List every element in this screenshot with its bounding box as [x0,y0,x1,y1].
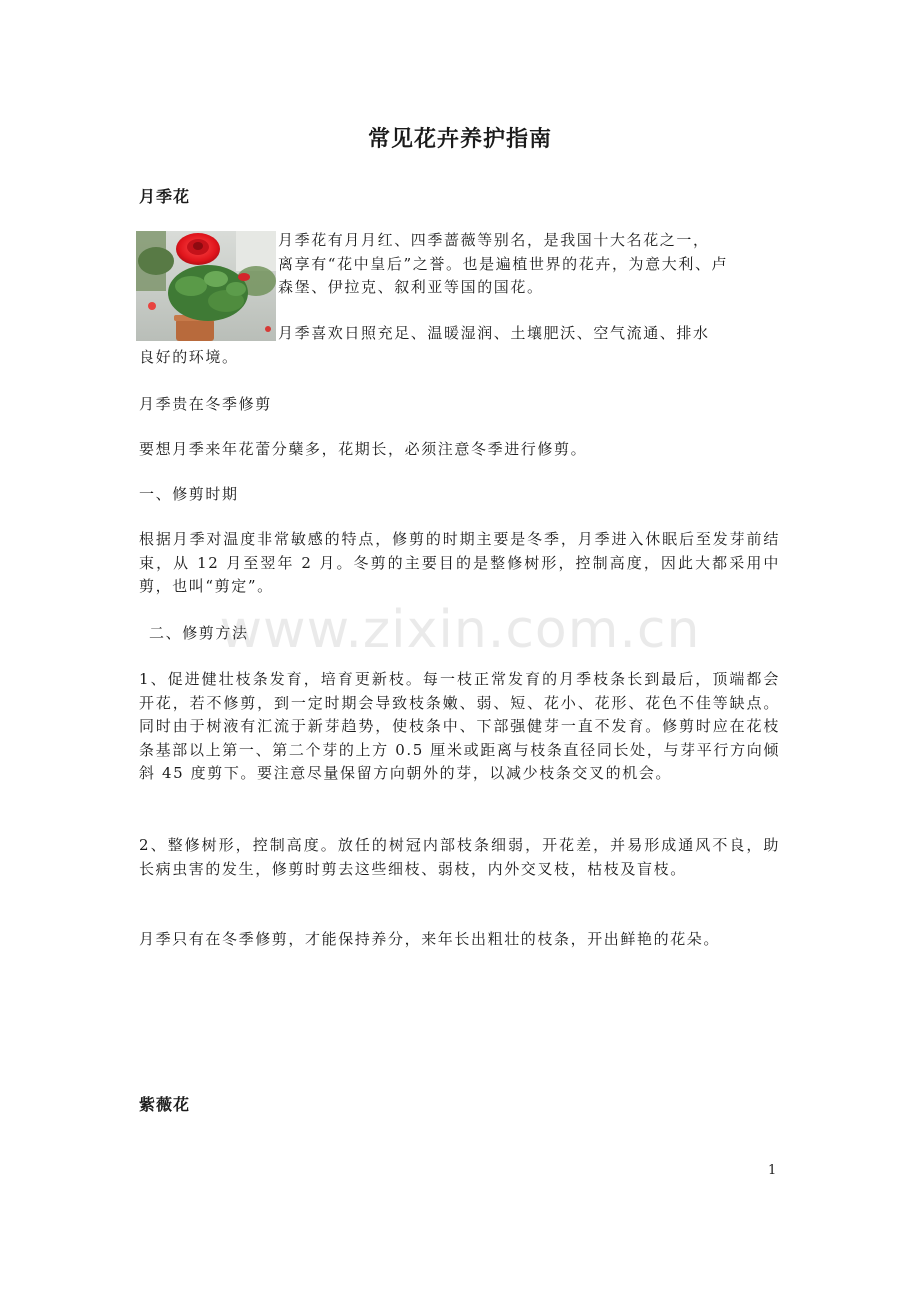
section-heading-rose: 月季花 [139,187,191,206]
method-item-1: 1、促进健壮枝条发育，培育更新枝。每一枝正常发育的月季枝条长到最后，顶端都会开花，若不修剪，到一定时期会导致枝条嫩、弱、短、花小、花形、花色不佳等缺点。同时由于树液有汇流于新芽趋势，使枝条中、下部强健芽一直不发育。修剪时应在花枝条基部以上第一、第二个芽的上方 0.5 厘米或距离与枝条直径同长处，与芽平行方向倾斜 45 度剪下。要注意尽量保留方向朝外的芽，以减少枝条交叉的机会。 [139,670,780,782]
habit-line-2: 良好的环境。 [139,347,239,366]
method-item-2: 2、整修树形，控制高度。放任的树冠内部枝条细弱，开花差，并易形成通风不良，助长病虫害的发生，修剪时剪去这些细枝、弱枝，内外交叉枝，枯枝及盲枝。 [139,836,780,878]
method-heading: 二、修剪方法 [149,624,249,642]
habit-paragraph [139,322,780,369]
intro-line-1: 月季花有月月红、四季蔷薇等别名，是我国十大名花之一， [278,231,710,249]
intro-paragraph [278,229,780,300]
intro-line-3: 森堡、伊拉克、叙利亚等国的国花。 [278,278,544,296]
conclusion-paragraph: 月季只有在冬季修剪，才能保持养分，来年长出粗壮的枝条，开出鲜艳的花朵。 [139,930,721,948]
period-body: 根据月季对温度非常敏感的特点，修剪的时期主要是冬季，月季进入休眠后至发芽前结束，从 12 月至翌年 2 月。冬剪的主要目的是整修树形，控制高度，因此大都采用中剪，也叫“剪定”。 [139,530,780,595]
prune-heading: 月季贵在冬季修剪 [139,395,272,413]
section-heading-crape-myrtle: 紫薇花 [139,1095,191,1114]
intro-line-2: 离享有“花中皇后”之誉。也是遍植世界的花卉，为意大利、卢 [278,254,729,273]
prune-intro: 要想月季来年花蕾分蘖多，花期长，必须注意冬季进行修剪。 [139,440,588,458]
period-heading: 一、修剪时期 [139,485,239,503]
watermark: www.zixin.com.cn [219,600,701,660]
habit-line-1: 月季喜欢日照充足、温暖湿润、土壤肥沃、空气流通、排水 [278,324,710,342]
page-number: 1 [768,1163,777,1178]
document-title: 常见花卉养护指南 [367,127,552,152]
